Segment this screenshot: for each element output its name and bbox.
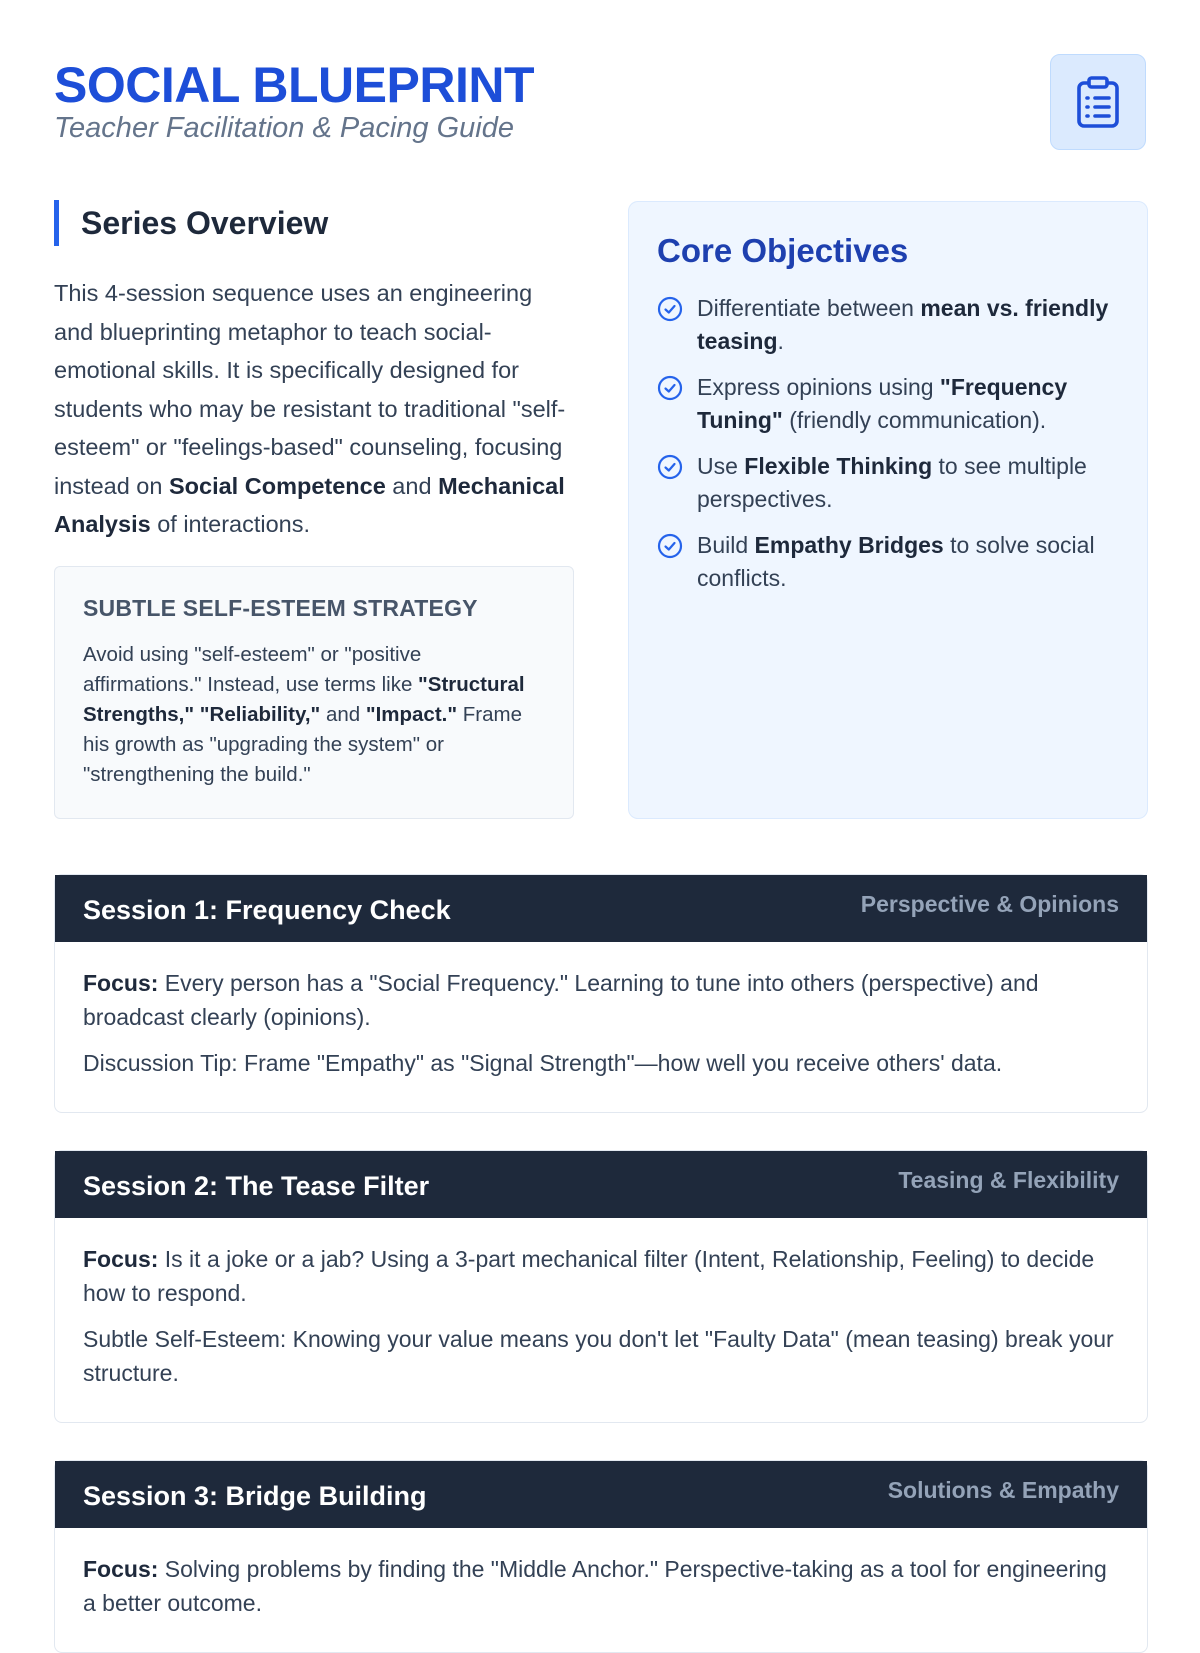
page-header [54,54,1146,154]
session-tip: Subtle Self-Esteem: Knowing your value means you don't let "Faulty Data" (mean teasing) break your structure. [83,1326,1114,1386]
clipboard-list-icon [1050,54,1146,150]
session-card [54,1460,1148,1653]
session-focus: Focus: Every person has a "Social Frequency." Learning to tune into others (perspective) and broadcast clearly (opinions). [83,970,1039,1030]
overview-heading: Series Overview [54,200,574,246]
objective-text: Build Empathy Bridges to solve social conflicts. [697,532,1095,591]
session-title: Session 3: Bridge Building [83,1481,427,1511]
session-header [55,875,1147,942]
session-body [55,942,1147,1112]
strategy-text: Avoid using "self-esteem" or "positive affirmations." Instead, use terms like "Structural Strengths," "Reliability," and "Impact." Frame his growth as "upgrading the system" or "strengthening the build." [83,643,525,786]
strategy-callout [54,566,574,819]
core-objectives [628,201,1148,819]
objective-text: Differentiate between mean vs. friendly teasing. [697,295,1109,354]
session-header [55,1151,1147,1218]
objective-text: Express opinions using "Frequency Tuning" (friendly communication). [697,374,1068,433]
session-title: Session 1: Frequency Check [83,895,451,925]
objective-item [657,292,1119,358]
page-subtitle: Teacher Facilitation & Pacing Guide [54,112,514,144]
session-body [55,1528,1147,1652]
session-tag: Perspective & Opinions [860,891,1119,917]
objectives-title: Core Objectives [657,232,909,269]
check-circle-icon [657,296,683,322]
session-tip: Discussion Tip: Frame "Empathy" as "Signal Strength"—how well you receive others' data. [83,1050,1003,1076]
strategy-title: SUBTLE SELF-ESTEEM STRATEGY [83,595,478,621]
session-tag: Solutions & Empathy [887,1477,1119,1503]
session-card [54,1150,1148,1423]
page-title: SOCIAL BLUEPRINT [54,57,534,113]
session-tag: Teasing & Flexibility [898,1167,1119,1193]
session-body [55,1218,1147,1422]
check-circle-icon [657,533,683,559]
session-header [55,1461,1147,1528]
session-focus: Focus: Solving problems by finding the "Middle Anchor." Perspective-taking as a tool for engineering a better outcome. [83,1556,1107,1616]
objective-item [657,450,1119,516]
check-circle-icon [657,375,683,401]
objective-item [657,371,1119,437]
check-circle-icon [657,454,683,480]
series-overview [54,200,574,544]
session-card [54,874,1148,1113]
objective-text: Use Flexible Thinking to see multiple perspectives. [697,453,1087,512]
session-focus: Focus: Is it a joke or a jab? Using a 3-part mechanical filter (Intent, Relationship, Feeling) to decide how to respond. [83,1246,1095,1306]
session-title: Session 2: The Tease Filter [83,1171,430,1201]
overview-text: This 4-session sequence uses an engineering and blueprinting metaphor to teach social-emotional skills. It is specifically designed for students who may be resistant to traditional "self-esteem" or "feelings-based" counseling, focusing instead on Social Competence and Mechanical Analysis of interactions. [54,280,566,537]
objective-item [657,529,1119,595]
objectives-list [657,292,1119,595]
